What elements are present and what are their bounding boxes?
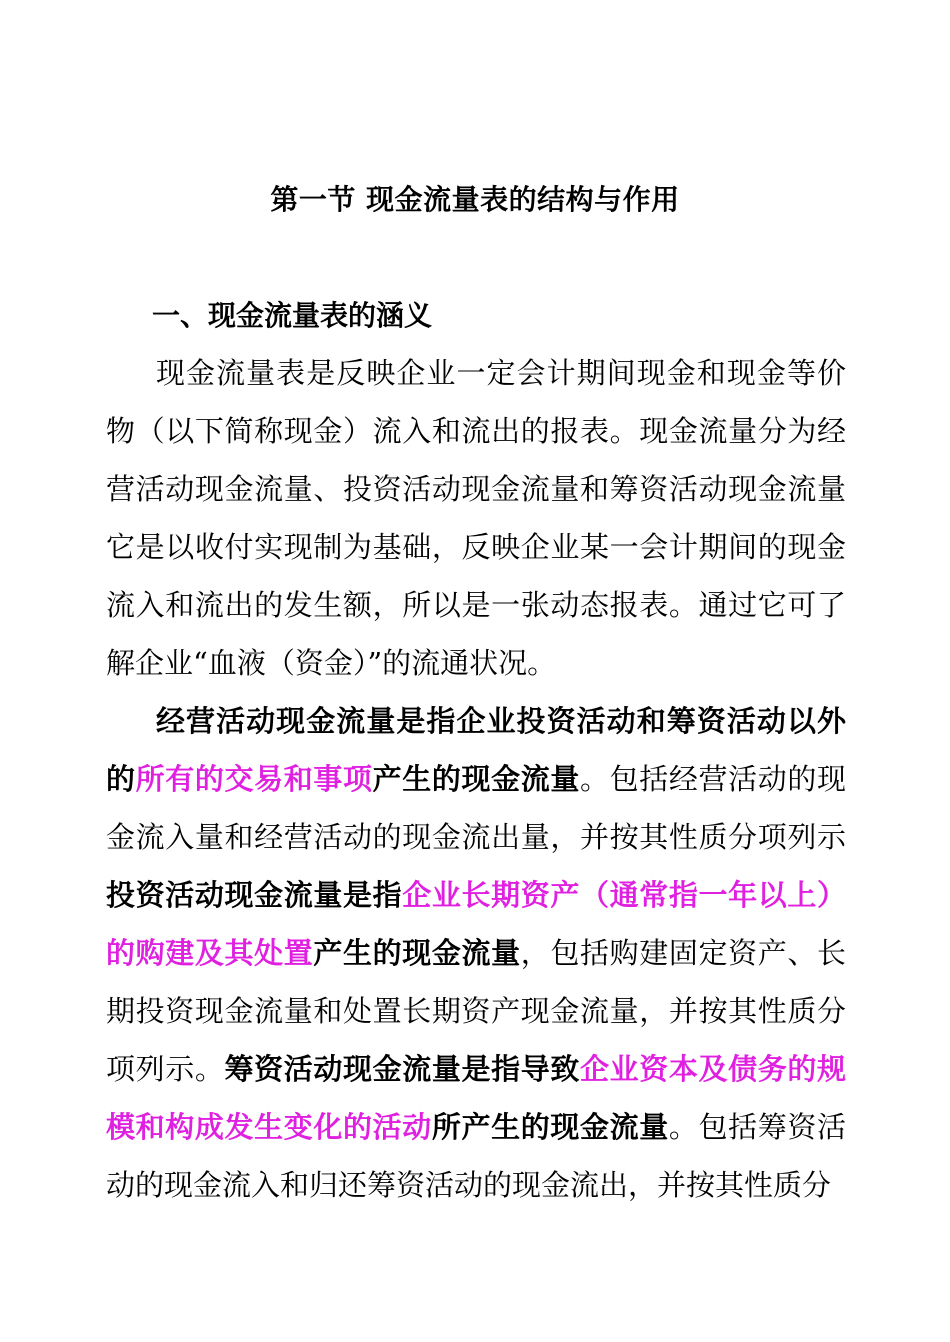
operating-cashflow-text: 产生的现金流量 bbox=[372, 762, 580, 796]
operating-highlight-text: 所有的交易和事项 bbox=[135, 762, 373, 796]
financing-definition-text: 筹资活动现金流量是指导致 bbox=[224, 1052, 580, 1086]
investing-highlight-text: 企业长期资产（通常指一年以上）的购建及其处置 bbox=[106, 878, 846, 970]
operating-detail-text: 。包括经营活动的现金流入量和经营活动的现金流出量，并按其性质分项列示 bbox=[106, 762, 846, 854]
operating-definition-text: 经营活动现金流量是指企业投资活动和筹资活动以外的 bbox=[106, 704, 846, 796]
financing-cashflow-text: 所产生的现金流量 bbox=[431, 1110, 669, 1144]
investing-detail-text: ，包括购建固定资产、长期投资现金流量和处置长期资产现金流量，并按其性质分项列示。 bbox=[106, 936, 846, 1086]
page-title: 第一节 现金流量表的结构与作用 bbox=[270, 183, 680, 216]
investing-cashflow-text: 产生的现金流量 bbox=[313, 936, 521, 970]
section-heading: 一、现金流量表的涵义 bbox=[152, 299, 433, 332]
paragraph-categories bbox=[106, 692, 846, 1214]
financing-highlight-text: 企业资本及债务的规模和构成发生变化的活动 bbox=[106, 1052, 846, 1144]
paragraph-definition: 现金流量表是反映企业一定会计期间现金和现金等价物（以下简称现金）流入和流出的报表。现金流量分为经营活动现金流量、投资活动现金流量和筹资活动现金流量它是以收付实现制为基础，反映企业某一会计期间的现金流入和流出的发生额，所以是一张动态报表。通过它可了解企业“血液（资金）”的流通状况。 bbox=[106, 356, 846, 680]
investing-definition-text: 投资活动现金流量是指 bbox=[106, 878, 403, 912]
financing-detail-text: 。包括筹资活动的现金流入和归还筹资活动的现金流出，并按其性质分 bbox=[106, 1110, 846, 1202]
